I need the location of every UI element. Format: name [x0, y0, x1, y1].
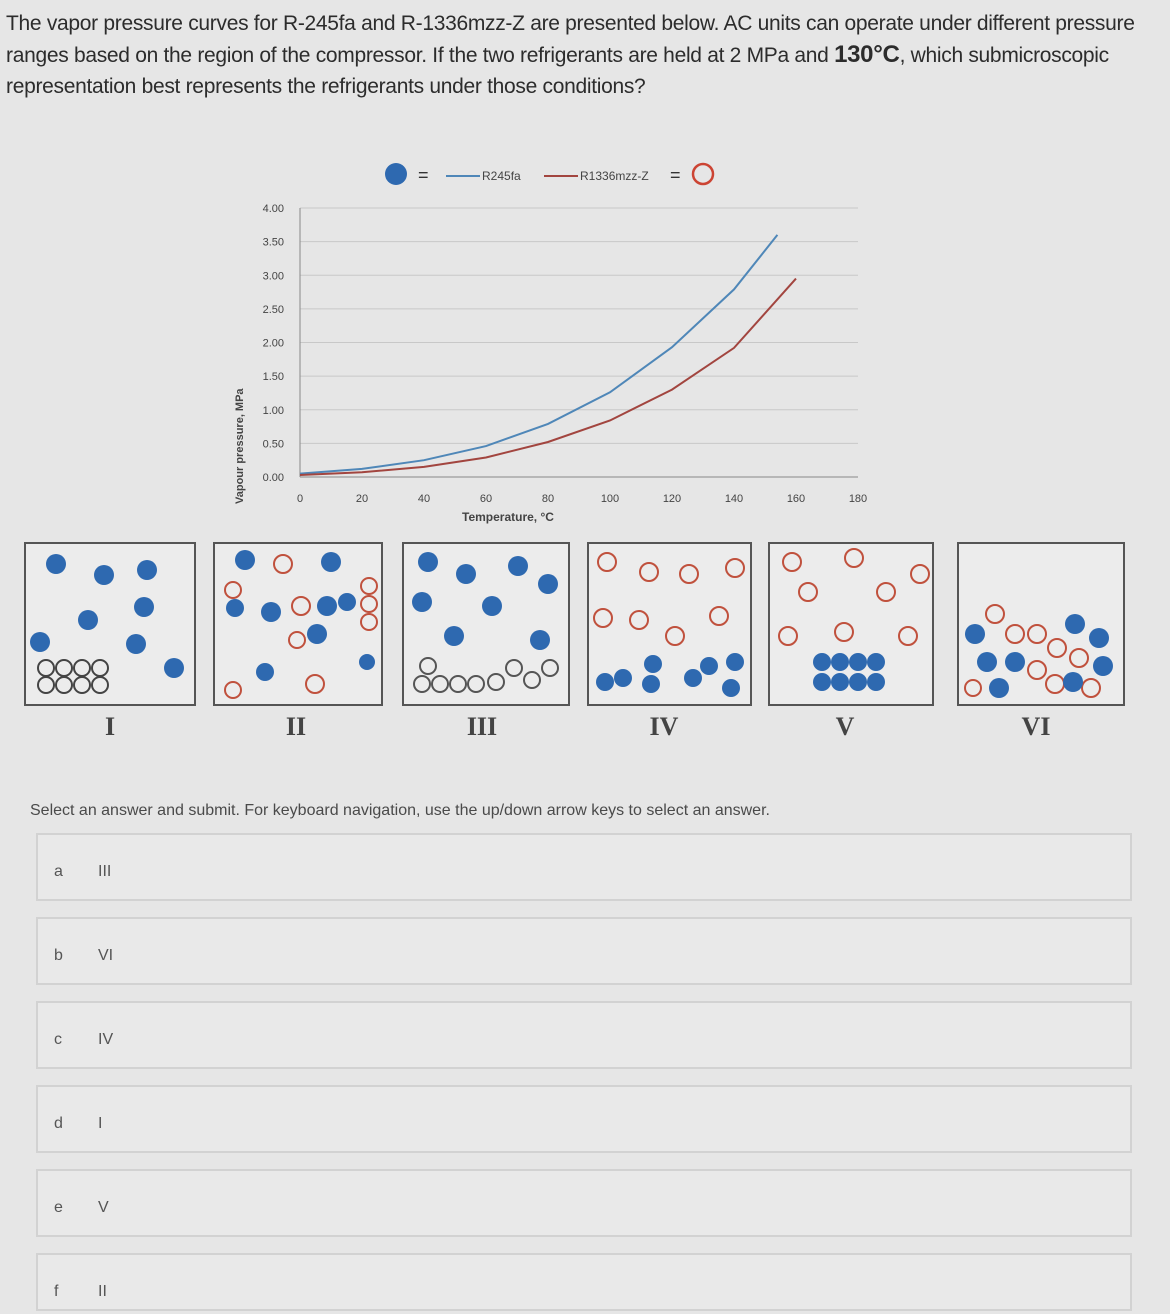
panel-IV-label: IV [649, 712, 679, 741]
vapor-pressure-chart [0, 150, 1170, 530]
option-letter: f [54, 1283, 59, 1300]
panel-V-label: V [835, 712, 855, 741]
answer-option-e[interactable] [36, 1169, 1132, 1237]
panel-II [213, 542, 383, 706]
panel-III-label: III [466, 712, 498, 741]
panel-V-particles [770, 544, 936, 708]
panel-V [768, 542, 934, 706]
panel-IV-particles [589, 544, 754, 708]
question-temperature: 130°C [834, 41, 900, 68]
legend-series2-label: R1336mzz-Z [580, 169, 649, 183]
panel-III [402, 542, 570, 706]
panel-VI-label: VI [1021, 712, 1051, 741]
panel-II-particles [215, 544, 385, 708]
x-tick-label: 60 [479, 493, 493, 505]
y-tick-label: 3.00 [262, 270, 284, 283]
legend-series1-label: R245fa [482, 169, 521, 183]
plot-lines [300, 235, 796, 475]
answer-option-a[interactable] [36, 833, 1132, 901]
x-tick-label: 40 [417, 493, 431, 505]
option-text: IV [98, 1031, 114, 1048]
panel-I-particles [26, 544, 198, 708]
legend-eq-2: = [670, 165, 681, 185]
option-text: I [98, 1115, 103, 1132]
y-tick-label: 2.50 [262, 303, 284, 316]
option-letter: c [54, 1031, 62, 1048]
option-text: II [98, 1283, 107, 1300]
chart-legend [385, 163, 713, 185]
legend-eq-1: = [418, 165, 429, 185]
y-tick-label: 0.50 [262, 438, 284, 451]
panel-I [24, 542, 196, 706]
option-text: III [98, 863, 112, 880]
x-axis-label: Temperature, °C [462, 510, 554, 524]
legend-filled-molecule-icon [385, 163, 407, 185]
panel-I-label: I [104, 712, 116, 741]
answer-option-f[interactable] [36, 1253, 1132, 1311]
legend-open-molecule-icon [693, 164, 713, 184]
answer-option-d[interactable] [36, 1085, 1132, 1153]
panel-III-particles [404, 544, 572, 708]
option-text: VI [98, 947, 114, 964]
instructions-text: Select an answer and submit. For keyboard navigation, use the up/down arrow keys to select an answer. [30, 802, 770, 819]
option-letter: d [54, 1115, 63, 1132]
option-text: V [98, 1199, 109, 1216]
x-tick-label: 120 [662, 493, 682, 505]
y-axis-label: Vapour pressure, MPa [234, 388, 246, 504]
panel-VI-particles [959, 544, 1127, 708]
y-tick-label: 3.50 [262, 236, 284, 249]
answer-option-c[interactable] [36, 1001, 1132, 1069]
x-tick-label: 20 [355, 493, 369, 505]
y-tick-label: 1.00 [262, 404, 284, 417]
x-tick-label: 0 [296, 493, 304, 505]
series-line-r245fa [300, 235, 777, 474]
submicroscopic-panels [0, 530, 1170, 750]
x-tick-label: 180 [848, 493, 868, 505]
question-part1: The vapor pressure curves for R-245fa and R-1336mzz-Z are presented below. AC units can operate under different pressure ranges based on the region of the compressor. If the two refrigerants are held at 2 MPa and [6, 12, 1135, 67]
question-part2: , which submicroscopic representation best represents the refrigerants under those conditions? [6, 44, 1109, 98]
series-line-r1336mzz-z [300, 279, 796, 475]
answer-option-b[interactable] [36, 917, 1132, 985]
y-tick-label: 0.00 [262, 472, 284, 484]
x-tick-label: 80 [541, 493, 555, 505]
option-letter: b [54, 947, 63, 964]
option-letter: a [54, 863, 63, 880]
y-tick-label: 1.50 [262, 371, 284, 384]
plot-grid [300, 208, 858, 477]
question-text [6, 8, 1162, 102]
y-tick-label: 2.00 [262, 337, 284, 350]
x-tick-label: 140 [724, 493, 744, 505]
panel-IV [587, 542, 752, 706]
plot-ticks [263, 203, 868, 505]
x-tick-label: 100 [600, 493, 620, 505]
panel-VI [957, 542, 1125, 706]
option-letter: e [54, 1199, 63, 1216]
panel-II-label: II [285, 712, 307, 741]
x-tick-label: 160 [786, 493, 806, 505]
y-tick-label: 4.00 [262, 203, 284, 215]
